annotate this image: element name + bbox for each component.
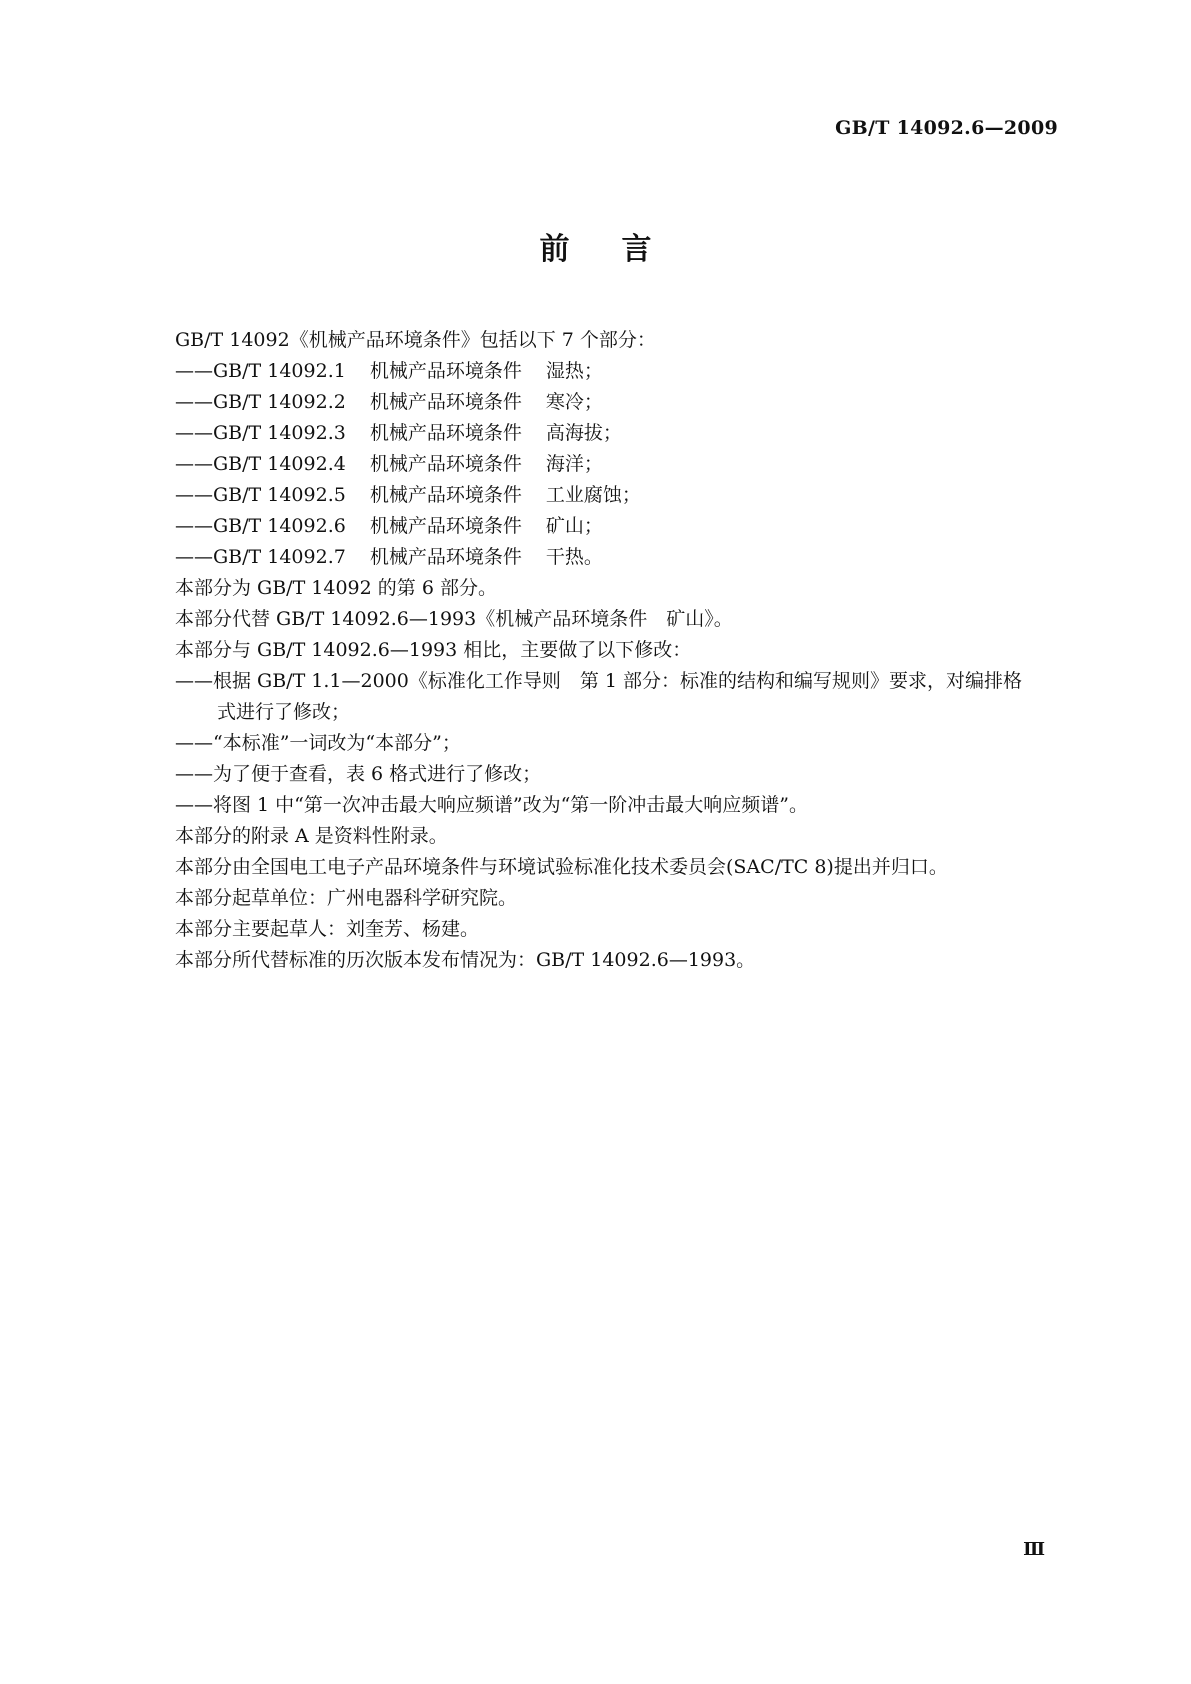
part-subject: 机械产品环境条件 [369,515,522,537]
drafters-statement: 本部分主要起草人：刘奎芳、杨建。 [175,918,480,940]
annex-statement: 本部分的附录 A 是资料性附录。 [175,825,448,847]
foreword-body [175,325,1061,976]
part-item [175,511,1061,542]
part-code: ——GB/T 14092.5 [175,484,346,506]
part-code: ——GB/T 14092.4 [175,453,346,475]
change-item-4: ——将图 1 中“第一次冲击最大响应频谱”改为“第一阶冲击最大响应频谱”。 [175,794,809,816]
part-subject: 机械产品环境条件 [369,391,522,413]
part-name: 寒冷； [545,391,603,413]
change-item-1-line-1: ——根据 GB/T 1.1—2000《标准化工作导则 第 1 部分：标准的结构和编写规则》要求，对编排格 [175,670,1023,692]
part-name: 海洋； [545,453,603,475]
page-number: Ⅲ [1023,1539,1045,1560]
replaces-statement: 本部分代替 GB/T 14092.6—1993《机械产品环境条件 矿山》。 [175,608,733,630]
change-item-3: ——为了便于查看，表 6 格式进行了修改； [175,763,542,785]
part-name: 湿热； [545,360,603,382]
part-code: ——GB/T 14092.3 [175,422,346,444]
part-item [175,542,1061,573]
part-item [175,418,1061,449]
part-name: 干热。 [545,546,603,568]
changes-intro: 本部分与 GB/T 14092.6—1993 相比，主要做了以下修改： [175,639,692,661]
part-code: ——GB/T 14092.1 [175,360,346,382]
history-statement: 本部分所代替标准的历次版本发布情况为：GB/T 14092.6—1993。 [175,949,756,971]
change-item-1-line-2: 式进行了修改； [217,701,351,723]
part-code: ——GB/T 14092.2 [175,391,346,413]
part-name: 矿山； [545,515,603,537]
part-subject: 机械产品环境条件 [369,484,522,506]
part-item [175,387,1061,418]
intro-line: GB/T 14092《机械产品环境条件》包括以下 7 个部分： [175,329,656,351]
part-subject: 机械产品环境条件 [369,453,522,475]
part-item [175,449,1061,480]
part-code: ——GB/T 14092.7 [175,546,346,568]
drafting-unit-statement: 本部分起草单位：广州电器科学研究院。 [175,887,518,909]
part-of-statement: 本部分为 GB/T 14092 的第 6 部分。 [175,577,497,599]
part-name: 高海拔； [545,422,622,444]
standard-number: GB/T 14092.6—2009 [835,117,1058,139]
part-code: ——GB/T 14092.6 [175,515,346,537]
part-subject: 机械产品环境条件 [369,422,522,444]
part-item [175,356,1061,387]
part-name: 工业腐蚀； [545,484,641,506]
change-item-2: ——“本标准”一词改为“本部分”； [175,732,461,754]
proposed-by-statement: 本部分由全国电工电子产品环境条件与环境试验标准化技术委员会(SAC/TC 8)提出并归口。 [175,856,948,878]
part-subject: 机械产品环境条件 [369,546,522,568]
page-title: 前言 [539,232,704,267]
part-subject: 机械产品环境条件 [369,360,522,382]
part-item [175,480,1061,511]
